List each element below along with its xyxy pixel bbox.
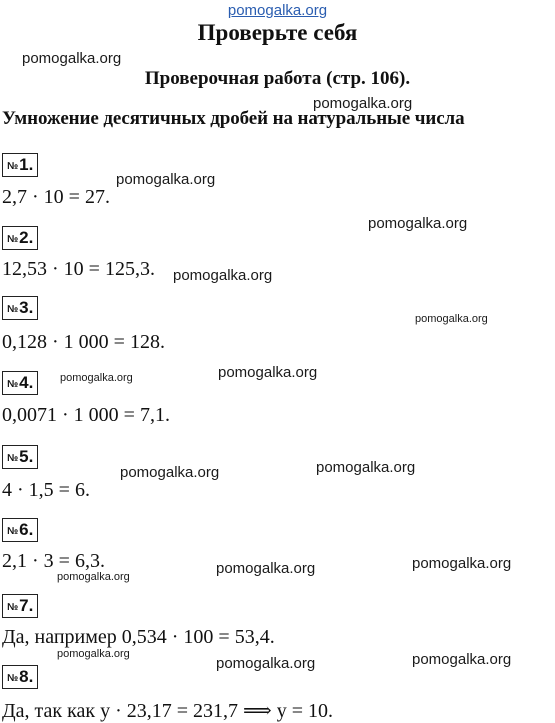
task-answer: Да, например 0,534 · 100 = 53,4. — [2, 626, 275, 648]
watermark: pomogalka.org — [415, 313, 488, 325]
number-sign: № — [7, 526, 19, 537]
watermark: pomogalka.org — [368, 215, 468, 232]
task-number-badge — [2, 226, 38, 250]
task-number: 5. — [19, 447, 34, 466]
task-number: 3. — [19, 298, 34, 317]
task-number: 2. — [19, 228, 34, 247]
watermark: pomogalka.org — [313, 95, 413, 112]
page-title: Проверьте себя — [197, 20, 358, 45]
watermark: pomogalka.org — [173, 267, 273, 284]
watermark: pomogalka.org — [216, 560, 316, 577]
number-sign: № — [7, 602, 19, 613]
watermark: pomogalka.org — [216, 655, 316, 672]
task-answer: 0,0071 · 1 000 = 7,1. — [2, 404, 170, 426]
watermark: pomogalka.org — [116, 171, 216, 188]
task-number: 1. — [19, 155, 34, 174]
task-answer: 4 · 1,5 = 6. — [2, 479, 90, 501]
site-header-link[interactable]: pomogalka.org — [227, 2, 328, 19]
number-sign: № — [7, 453, 19, 464]
task-answer: 2,7 · 10 = 27. — [2, 186, 110, 208]
task-number-badge — [2, 518, 38, 542]
task-number-badge — [2, 445, 38, 469]
watermark: pomogalka.org — [120, 464, 220, 481]
watermark: pomogalka.org — [412, 651, 512, 668]
task-answer: Да, так как y · 23,17 = 231,7 ⟹ y = 10. — [2, 700, 333, 722]
task-number: 7. — [19, 596, 34, 615]
task-answer: 12,53 · 10 = 125,3. — [2, 258, 155, 280]
task-number-badge — [2, 153, 38, 177]
number-sign: № — [7, 304, 19, 315]
number-sign: № — [7, 234, 19, 245]
task-number-badge — [2, 594, 38, 618]
number-sign: № — [7, 673, 19, 684]
task-number: 4. — [19, 373, 34, 392]
task-number-badge — [2, 296, 38, 320]
watermark: pomogalka.org — [60, 372, 133, 384]
worksheet-subtitle: Проверочная работа (стр. 106). — [144, 68, 411, 89]
watermark: pomogalka.org — [22, 50, 122, 67]
task-number: 8. — [19, 667, 34, 686]
watermark: pomogalka.org — [57, 571, 130, 583]
watermark: pomogalka.org — [316, 459, 416, 476]
number-sign: № — [7, 161, 19, 172]
number-sign: № — [7, 379, 19, 390]
task-answer: 0,128 · 1 000 = 128. — [2, 331, 165, 353]
watermark: pomogalka.org — [57, 648, 130, 660]
task-number: 6. — [19, 520, 34, 539]
watermark: pomogalka.org — [412, 555, 512, 572]
watermark: pomogalka.org — [218, 364, 318, 381]
task-number-badge — [2, 371, 38, 395]
task-number-badge — [2, 665, 38, 689]
topic-heading: Умножение десятичных дробей на натуральные числа — [2, 108, 465, 129]
task-answer: 2,1 · 3 = 6,3. — [2, 550, 105, 572]
